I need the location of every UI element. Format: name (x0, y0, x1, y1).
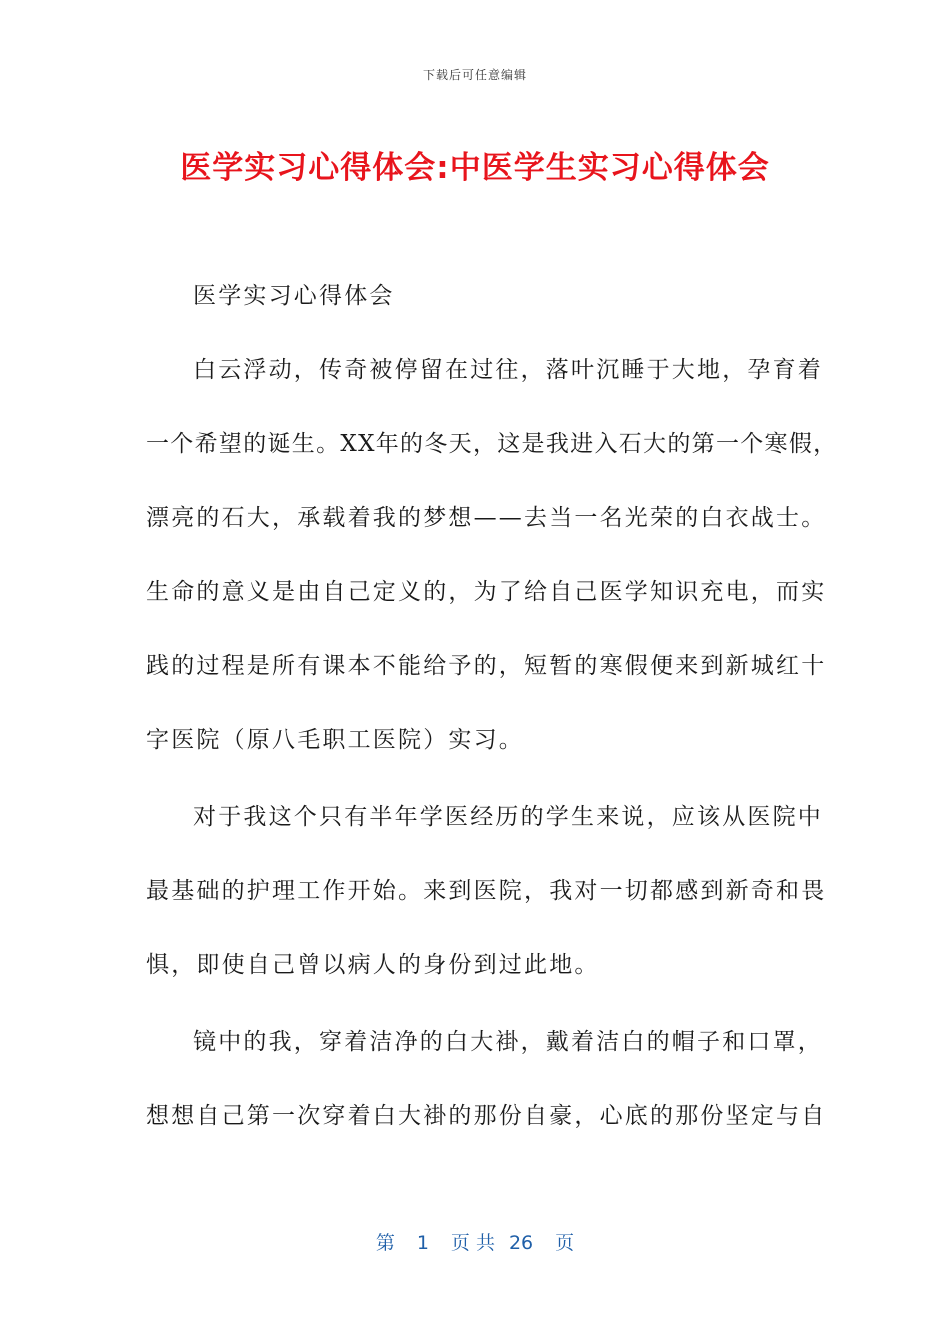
paragraph-line: 漂亮的石大，承载着我的梦想——去当一名光荣的白衣战士。 (146, 505, 827, 531)
paragraph-line: 一个希望的诞生。XX年的冬天，这是我进入石大的第一个寒假， (146, 431, 838, 457)
paragraph-line: 最基础的护理工作开始。来到医院，我对一切都感到新奇和畏 (146, 878, 827, 904)
paragraph-line: 惧，即使自己曾以病人的身份到过此地。 (146, 952, 600, 978)
page-total: 26 (508, 1232, 534, 1254)
footer-prefix: 第 (375, 1232, 395, 1254)
header-note: 下载后可任意编辑 (422, 68, 527, 82)
page-footer (0, 1228, 950, 1255)
paragraph-line: 践的过程是所有课本不能给予的，短暂的寒假便来到新城红十 (146, 653, 827, 679)
footer-suffix: 页 (555, 1232, 575, 1254)
paragraph-line: 白云浮动，传奇被停留在过往，落叶沉睡于大地，孕育着 (193, 357, 823, 383)
paragraph-line: 对于我这个只有半年学医经历的学生来说，应该从医院中 (193, 804, 823, 830)
paragraph-line: 生命的意义是由自己定义的，为了给自己医学知识充电，而实 (146, 579, 827, 605)
paragraph-line: 字医院（原八毛职工医院）实习。 (146, 727, 524, 753)
page-number: 1 (416, 1232, 429, 1254)
paragraph-line: 想想自己第一次穿着白大褂的那份自豪，心底的那份坚定与自 (146, 1103, 827, 1129)
document-title: 医学实习心得体会:中医学生实习心得体会 (180, 150, 770, 186)
section-heading: 医学实习心得体会 (193, 283, 395, 309)
paragraph-line: 镜中的我，穿着洁净的白大褂，戴着洁白的帽子和口罩， (193, 1029, 823, 1055)
footer-mid: 页 共 (450, 1232, 495, 1254)
